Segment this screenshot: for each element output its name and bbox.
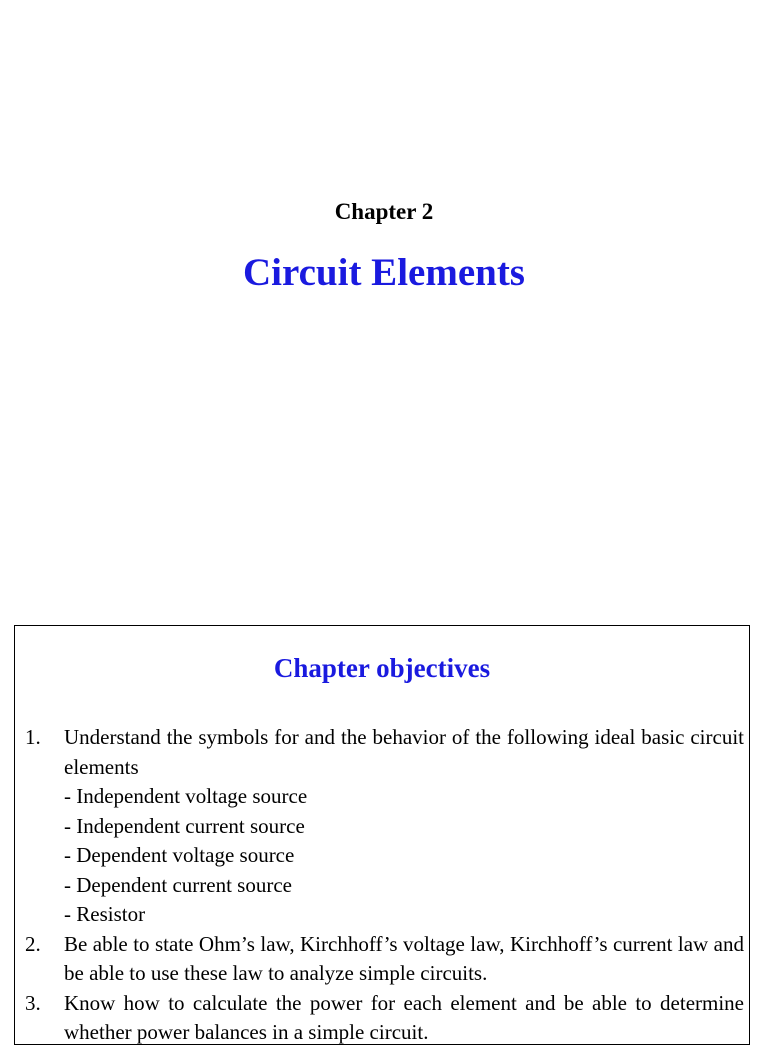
objective-text: Be able to state Ohm’s law, Kirchhoff’s voltage law, Kirchhoff’s current law and be able to use these law to analyze simple circuits. [64, 931, 744, 985]
objectives-heading: Chapter objectives [273, 653, 491, 683]
objective-item-3 [25, 989, 744, 1048]
objective-text: Understand the symbols for and the behavior of the following ideal basic circuit elements [64, 725, 744, 779]
objective-number: 3. [25, 990, 41, 1015]
objective-subitem: - Independent current source [64, 813, 305, 838]
objective-number: 1. [25, 725, 41, 749]
objective-number: 2. [25, 931, 41, 956]
chapter-title: Circuit Elements [243, 251, 525, 294]
objectives-box [14, 625, 750, 1045]
chapter-number: Chapter 2 [334, 199, 434, 224]
objective-subitem: - Resistor [64, 902, 146, 926]
objective-item-2 [25, 930, 744, 989]
objective-subitem: - Independent voltage source [64, 784, 308, 808]
objective-text: Know how to calculate the power for each element and be able to determine whether power balances in a simple circuit. [64, 990, 744, 1044]
objectives-list [25, 723, 744, 1048]
objective-subitem: - Dependent voltage source [64, 843, 295, 867]
objective-item-1 [25, 723, 744, 930]
objective-subitem: - Dependent current source [64, 872, 292, 897]
